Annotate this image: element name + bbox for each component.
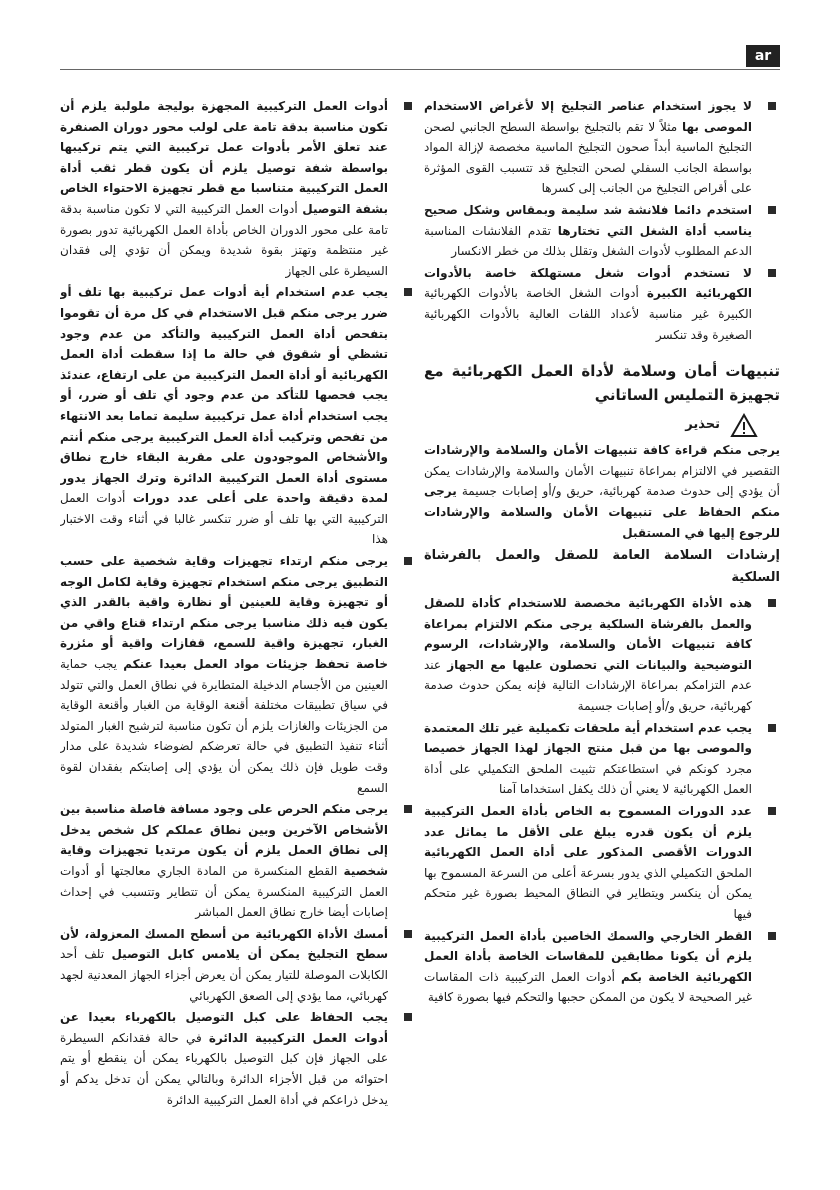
warning-bold-text-2: يرجى منكم الحفاظ على تنبيهات الأمان والسلامة والإرشادات للرجوع إليها في المستقبل [424, 484, 780, 540]
list-item [424, 96, 780, 199]
item-bold-text: لا تستخدم أدوات شغل مستهلكة خاصة بالأدوات الكهربائية الكبيرة [424, 265, 752, 301]
item-text: أدوات العمل التركيبية التي لا تكون مناسبة بدقة تامة على محور الدوران الخاص بأداة العمل الكهربائية تدور بصورة غير منتظمة وتهتز بقوة شديدة ويمكن أن تؤدي إلى فقدان السيطرة على الجهاز [60, 201, 388, 278]
square-bullet-icon [768, 932, 776, 940]
warning-bold-text: يرجى منكم قراءة كافة تنبيهات الأمان والسلامة والإرشادات [424, 443, 780, 458]
left-column [60, 96, 416, 1166]
square-bullet-icon [768, 269, 776, 277]
list-item [60, 799, 416, 923]
item-bold-text: يجب عدم استخدام أية ملحقات تكميلية غير تلك المعتمدة والموصى بها من قبل منتج الجهاز لهذا الجهاز خصيصا [424, 720, 752, 756]
language-tag: ar [746, 45, 780, 67]
list-item [60, 96, 416, 281]
square-bullet-icon [404, 102, 412, 110]
list-item [424, 926, 780, 1008]
item-bold-text: يرجى منكم الحرص على وجود مسافة فاصلة مناسبة بين الأشخاص الآخرين وبين نطاق عملكم كل شخص يدخل إلى نطاق العمل يلزم أن يكون مرتديا تجهيزات وقاية شخصية [60, 802, 388, 878]
item-text: في حالة فقدانكم السيطرة على الجهاز فإن كبل التوصيل بالكهرباء يمكن أن ينقطع أو يتم احتوائه من قبل الأجزاء الدائرة وبالتالي يمكن أن تدخل يدكم أو يدخل ذراعكم في أداة العمل التركيبية الدائرة [60, 1030, 388, 1107]
warning-triangle-icon [730, 413, 758, 438]
list-item [424, 593, 780, 717]
item-bold-text: عدد الدورات المسموح به الخاص بأداة العمل التركيبية يلزم أن يكون قدره يبلغ على الأقل ما يماثل عدد الدورات الأقصى المذكور على أداة العمل الكهربائية [424, 804, 752, 860]
item-text: أدوات العمل التركيبية التي بها تلف أو ضرر تنكسر غالبا في أثناء وقت الاختبار هذا [60, 491, 388, 547]
list-item [424, 200, 780, 262]
warning-text: التقصير في الالتزام بمراعاة تنبيهات الأمان والسلامة والإرشادات يمكن أن يؤدي إلى حدوث صدمة كهربائية، حريق و/أو إصابات جسيمة [424, 463, 780, 499]
item-text: أدوات الشغل الخاصة بالأدوات الكهربائية الكبيرة غير مناسبة لأعداد اللفات العالية بالأدوات الكهربائية الصغيرة وقد تنكسر [424, 286, 752, 342]
item-bold-text: أدوات العمل التركيبية المجهزة بوليجة ملولبة يلزم أن تكون مناسبة بدقة تامة على لولب محور دوران الصنفرة عند تعلق الأمر بأدوات عمل تركيبية التي يتم تركيبها بواسطة شفة توصيل يلزم أن يكون قطر ثقب أداة العمل التركيبية متناسبا مع قطر تجهيزة الاحتواء الخاص بشفة التوصيل [60, 99, 388, 216]
list-item [424, 801, 780, 925]
item-bold-text: يجب الحفاظ على كبل التوصيل بالكهرباء بعيدا عن أدوات العمل التركيبية الدائرة [60, 1010, 388, 1045]
square-bullet-icon [404, 288, 412, 296]
item-text: تلف أحد الكابلات الموصلة للتيار يمكن أن يعرض أجزاء الجهاز المعدنية لجهد كهربائي، مما يؤدي إلى الصعق الكهربائي [60, 947, 388, 1003]
item-bold-text: يرجى منكم ارتداء تجهيزات وقاية شخصية على حسب التطبيق يرجى منكم استخدام تجهيزة وقاية لكامل الوجه أو تجهيزة وقاية للعينين أو نظارة واقية بالقدر الذي يكون فيه ذلك مناسبا يرجى منكم ارتداء قناع واقي من الغبار، تجهيزة واقية للسمع، قفازات واقية أو مئزرة خاصة تحفظ جزيئات مواد العمل بعيدا عنكم [60, 554, 388, 672]
square-bullet-icon [404, 1013, 412, 1021]
square-bullet-icon [404, 557, 412, 565]
item-text: عند عدم التزامكم بمراعاة الإرشادات التالية فإنه يمكن حدوث صدمة كهربائية، حريق و/أو إصابات جسيمة [424, 657, 752, 714]
square-bullet-icon [768, 724, 776, 732]
section-title: تنبيهات أمان وسلامة لأداة العمل الكهربائية مع تجهيزة التمليس الساتاني [424, 362, 780, 405]
square-bullet-icon [404, 805, 412, 813]
warning-heading [424, 413, 758, 438]
list-item [424, 263, 780, 345]
list-item [60, 551, 416, 798]
item-text: مجرد كونكم في استطاعتكم تثبيت الملحق التكميلي على أداة العمل الكهربائية لا يعني أن ذلك يكفل استخداما آمنا [424, 761, 752, 797]
item-text: أدوات العمل التركيبية ذات المقاسات غير الصحيحة لا يكون من الممكن حجبها والتحكم فيها بصورة كافية [424, 969, 752, 1005]
list-item [60, 924, 416, 1006]
list-item [60, 1007, 416, 1110]
item-bold-text: استخدم دائما فلانشة شد سليمة وبمقاس وشكل صحيح يناسب أداة الشغل التي تختارها [424, 202, 752, 238]
square-bullet-icon [404, 930, 412, 938]
item-bold-text: هذه الأداة الكهربائية مخصصة للاستخدام كأداة للصقل والعمل بالفرشاة السلكية يرجى منكم الالتزام بمراعاة كافة تنبيهات الأمان والسلامة، والإرشادات، الرسوم التوضيحية والبيانات التي تحصلون عليها مع الجهاز [424, 596, 752, 672]
item-text: يجب حماية العينين من الأجسام الدخيلة المتطايرة في نطاق العمل والتي تتولد في سياق تطبيقات مختلفة أقنعة الوقاية من الغبار وأقنعة الوقاية من الجزيئات والغازات يلزم أن تكون مناسبة لترشيح الغبار المتولد أثناء تنفيذ التطبيق في حالة تعرضكم لضوضاء شديدة على مدار وقت طويل فإن ذلك يمكن أن يؤدي إلى إصابتكم بفقدان لقوة السمع [60, 657, 388, 795]
warning-label: تحذير [685, 417, 720, 433]
item-text: مثلاً لا تقم بالتجليخ بواسطة السطح الجانبي لصحن التجليخ الماسية أبداً صحون التجليخ الماسية مخصصة لإزالة المواد بواسطة الجانب السفلي لصحن التجليخ قد تتسبب القوى المؤثرة على أقراص التجليخ من الجانب إلى كسرها [424, 119, 752, 196]
item-bold-text: لا يجوز استخدام عناصر التجليخ إلا لأغراض الاستخدام الموصى بها [424, 99, 752, 134]
warning-paragraph [424, 440, 780, 543]
item-bold-text: يجب عدم استخدام أية أدوات عمل تركيبية بها تلف أو ضرر يرجى منكم قبل الاستخدام في كل مرة أن تقوموا بتفحص أداة العمل التركيبية والتأكد من عدم وجود تشظي أو شقوق في حالة ما إذا سقطت أداة العمل الكهربائية أو أداة العمل التركيبية من على ارتفاع، عندئذ يجب فحصها للتأكد من عدم وجود أي تلف أو ضرر، أو يجب استخدام أداة عمل تركيبية سليمة تماما بعد الانتهاء من تفحص وتركيب أداة العمل التركيبية يرجى منكم أنتم والأشخاص الموجودون على مقربة البقاء خارج نطاق مستوى أداة العمل التركيبية الدائرة وترك الجهاز يدور لمدة دقيقة واحدة على أعلى عدد دورات [60, 285, 388, 506]
item-text: الملحق التكميلي الذي يدور بسرعة أعلى من السرعة المسموح بها يمكن أن ينكسر ويتطاير في النطاق المحيط بصورة غير متحكم فيها [424, 865, 752, 921]
square-bullet-icon [768, 206, 776, 214]
header-divider [60, 69, 780, 70]
item-bold-text: القطر الخارجي والسمك الخاصين بأداة العمل التركيبية يلزم أن يكونا مطابقين للمقاسات الخاصة بأداة العمل الكهربائية الخاصة بكم [424, 928, 753, 984]
square-bullet-icon [768, 599, 776, 607]
subsection-title: إرشادات السلامة العامة للصقل والعمل بالفرشاة السلكية [424, 548, 780, 586]
square-bullet-icon [768, 807, 776, 815]
item-text: القطع المنكسرة من المادة الجاري معالجتها أو أدوات العمل التركيبية المنكسرة يمكن أن تتطاير وتتسبب في إحداث إصابات أيضا خارج نطاق العمل المباشر [60, 863, 388, 920]
right-column [424, 96, 780, 1166]
list-item [60, 282, 416, 550]
list-item [424, 718, 780, 800]
item-text: تقدم الفلانشات المناسبة الدعم المطلوب لأدوات الشغل وتقلل بذلك من خطر الانكسار [424, 223, 752, 259]
item-bold-text: أمسك الأداة الكهربائية من أسطح المسك المعزولة، لأن سطح التجليخ يمكن أن يلامس كابل التوصيل [60, 926, 388, 962]
square-bullet-icon [768, 102, 776, 110]
